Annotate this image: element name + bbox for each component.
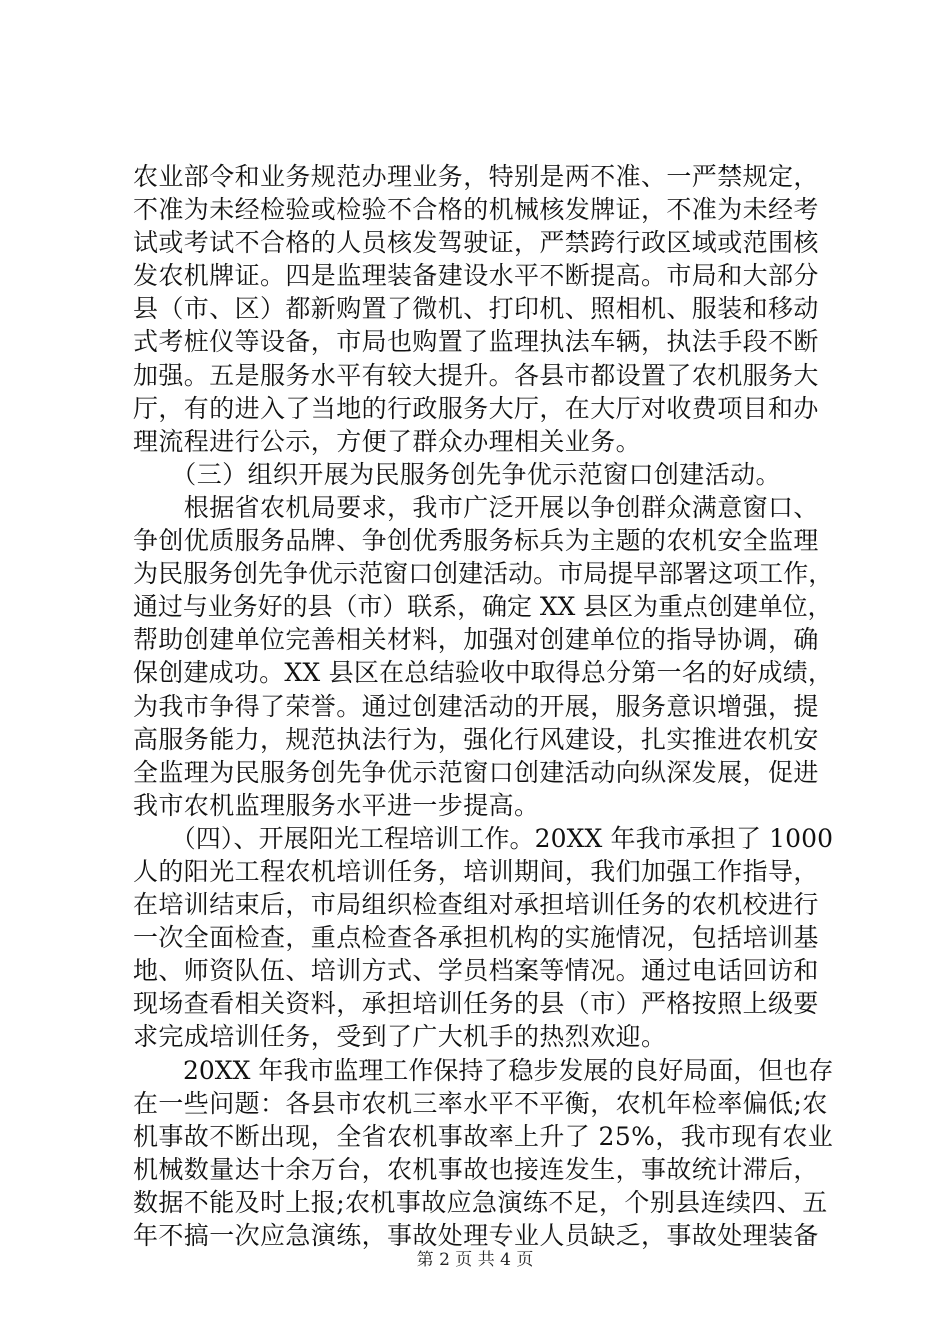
text-line: 一次全面检查，重点检查各承担机构的实施情况，包括培训基 [133,923,819,953]
text-line: 为民服务创先争优示范窗口创建活动。市局提早部署这项工作， [133,559,834,589]
text-line: 求完成培训任务，受到了广大机手的热烈欢迎。 [133,1022,667,1052]
text-line: 发农机牌证。四是监理装备建设水平不断提高。市局和大部分 [133,261,819,291]
text-line: 在一些问题：各县市农机三率水平不平衡，农机年检率偏低;农 [133,1088,828,1118]
document-body [133,160,833,1252]
text-line: 为我市争得了荣誉。通过创建活动的开展，服务意识增强，提 [133,691,819,721]
text-line: 县（市、区）都新购置了微机、打印机、照相机、服装和移动 [133,294,819,324]
text-line: 人的阳光工程农机培训任务，培训期间，我们加强工作指导， [133,856,819,886]
text-line: 20XX 年我市监理工作保持了稳步发展的良好局面，但也存 [133,1055,834,1085]
text-line: （三）组织开展为民服务创先争优示范窗口创建活动。 [133,459,781,489]
text-line: 年不搞一次应急演练，事故处理专业人员缺乏，事故处理装备 [133,1221,819,1250]
text-line: 我市农机监理服务水平进一步提高。 [133,790,540,820]
text-line: 在培训结束后，市局组织检查组对承担培训任务的农机校进行 [133,890,819,920]
text-line: 全监理为民服务创先争优示范窗口创建活动向纵深发展，促进 [133,757,819,787]
text-line: 机事故不断出现，全省农机事故率上升了 25%，我市现有农业 [133,1121,834,1151]
text-line: 地、师资队伍、培训方式、学员档案等情况。通过电话回访和 [133,956,819,986]
text-line: 争创优质服务品牌、争创优秀服务标兵为主题的农机安全监理 [133,526,819,556]
text-line: 式考桩仪等设备，市局也购置了监理执法车辆，执法手段不断 [133,327,819,357]
text-line: 加强。五是服务水平有较大提升。各县市都设置了农机服务大 [133,360,819,390]
text-line: 理流程进行公示，方便了群众办理相关业务。 [133,426,642,456]
text-line: 不准为未经检验或检验不合格的机械核发牌证，不准为未经考 [133,195,819,225]
text-line: 根据省农机局要求，我市广泛开展以争创群众满意窗口、 [133,492,819,522]
text-line: 保创建成功。XX 县区在总结验收中取得总分第一名的好成绩， [133,658,834,688]
text-line: 高服务能力，规范执法行为，强化行风建设，扎实推进农机安 [133,724,819,754]
page-footer: 第 2 页 共 4 页 [416,1250,534,1270]
text-line: 厅，有的进入了当地的行政服务大厅，在大厅对收费项目和办 [133,393,819,423]
text-line: 数据不能及时上报;农机事故应急演练不足，个别县连续四、五 [133,1187,828,1217]
text-line: 帮助创建单位完善相关材料，加强对创建单位的指导协调，确 [133,625,819,655]
text-line: 通过与业务好的县（市）联系，确定 XX 县区为重点创建单位， [133,592,833,622]
text-line: 机械数量达十余万台，农机事故也接连发生，事故统计滞后， [133,1154,819,1184]
text-line: 试或考试不合格的人员核发驾驶证，严禁跨行政区域或范围核 [133,228,819,258]
text-line: （四）、开展阳光工程培训工作。20XX 年我市承担了 1000 [133,823,834,853]
text-line: 现场查看相关资料，承担培训任务的县（市）严格按照上级要 [133,989,819,1019]
text-line: 农业部令和业务规范办理业务，特别是两不准、一严禁规定， [133,162,819,191]
